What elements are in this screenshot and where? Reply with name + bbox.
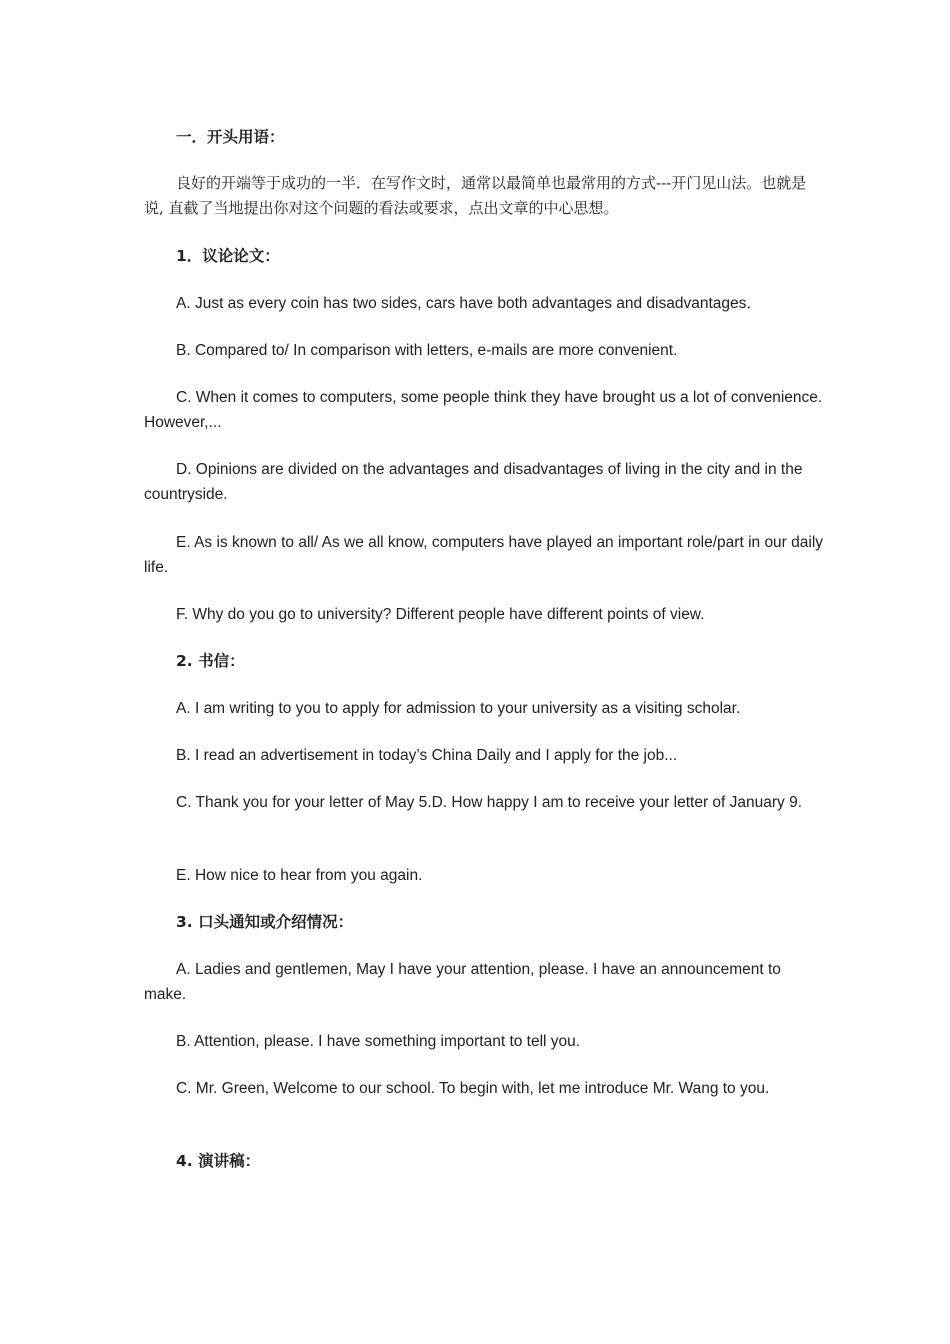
letters-item-a: A. I am writing to you to apply for admission to your university as a visiting scholar. [176,700,741,717]
argumentative-item-e: E. As is known to all/ As we all know, computers have played an important role/part in our daily life. [144,534,824,576]
argumentative-item-a: A. Just as every coin has two sides, cars have both advantages and disadvantages． [176,295,762,312]
announcements-item-a: A. Ladies and gentlemen, May I have your attention, please. I have an announcement to make. [144,961,781,1003]
argumentative-item-d: D. Opinions are divided on the advantages and disadvantages of living in the city and in the countryside. [144,461,803,503]
argumentative-item-f: F. Why do you go to university? Different people have different points of view. [176,606,705,623]
subsection-heading-letters: 2. 书信： [176,652,245,670]
subsection-heading-argumentative: 1．议论论文： [176,247,280,265]
announcements-item-b: B. Attention, please. I have something important to tell you. [176,1033,581,1050]
subsection-heading-announcements: 3. 口头通知或介绍情况： [176,913,354,931]
letters-item-b: B. I read an advertisement in today’s China Daily and I apply for the job... [176,747,678,764]
letters-item-e: E. How nice to hear from you again. [176,867,423,884]
argumentative-item-b: B. Compared to/ In comparison with letters, e-mails are more convenient. [176,342,678,359]
section-heading: 一．开头用语： [176,128,285,146]
announcements-item-c: C. Mr. Green, Welcome to our school. To begin with, let me introduce Mr. Wang to you. [176,1080,770,1097]
letters-item-c: C. Thank you for your letter of May 5.D. How happy I am to receive your letter of January 9. [176,794,803,811]
argumentative-item-c: C. When it comes to computers, some people think they have brought us a lot of convenience. However,... [144,389,823,431]
intro-paragraph: 良好的开端等于成功的一半．在写作文时，通常以最简单也最常用的方式---开门见山法。也就是说, 直截了当地提出你对这个问题的看法或要求，点出文章的中心思想。 [144,174,807,217]
subsection-heading-speeches: 4. 演讲稿： [176,1152,261,1170]
